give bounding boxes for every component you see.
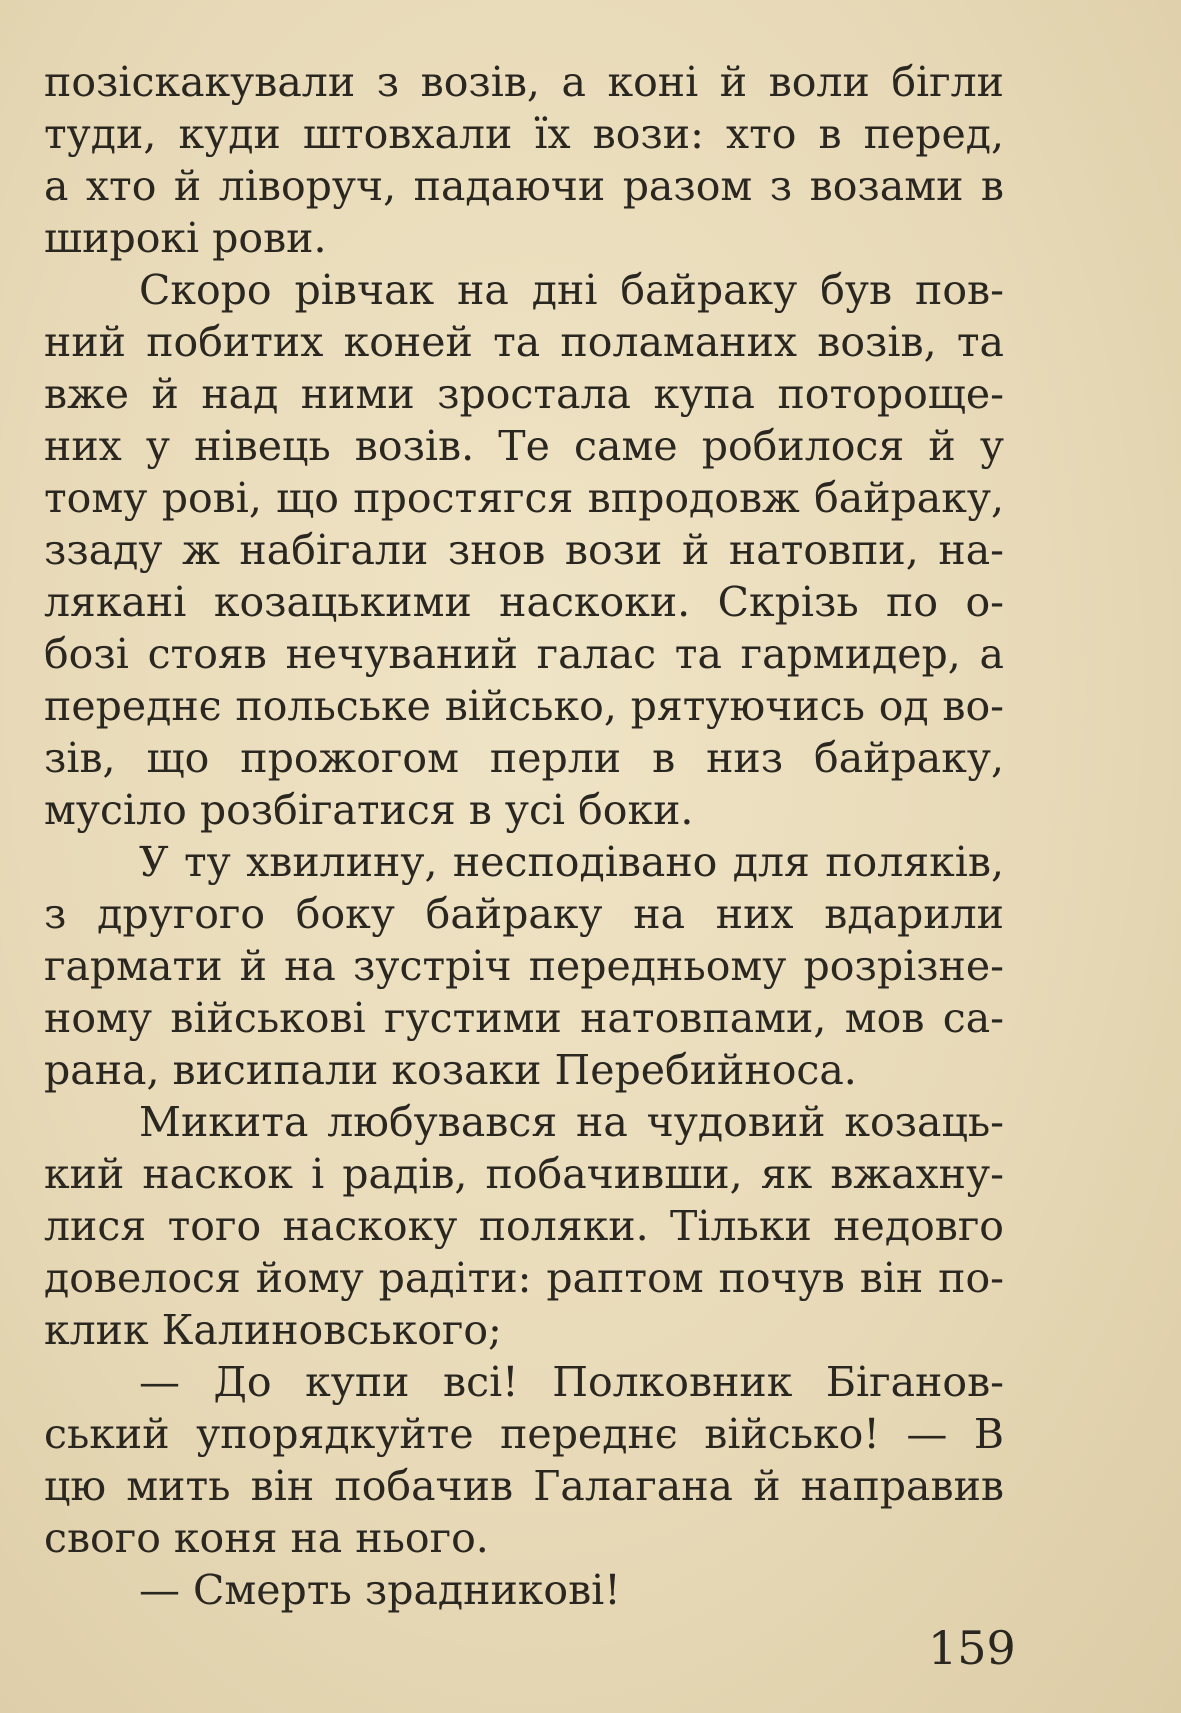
text-line: тому рові, що простягся впродовж байраку,: [44, 474, 1004, 522]
text-line: цю мить він побачив Галагана й направив: [44, 1462, 1004, 1510]
text-line: ський упорядкуйте переднє військо! — В: [44, 1410, 1004, 1458]
text-line: У ту хвилину, несподівано для поляків,: [139, 838, 1004, 886]
text-line: них у нівець возів. Те саме робилося й у: [44, 422, 1004, 470]
text-line: — До купи всі! Полковник Біганов-: [139, 1358, 1004, 1406]
text-line: позіскакували з возів, а коні й воли бігли: [44, 58, 1004, 106]
text-line: зів, що прожогом перли в низ байраку,: [44, 734, 1004, 782]
text-line: мусіло розбігатися в усі боки.: [44, 786, 694, 834]
text-line: ному військові густими натовпами, мов са-: [44, 994, 1004, 1042]
text-line: Микита любувався на чудовий козаць-: [139, 1098, 1004, 1146]
text-line: Скоро рівчак на дні байраку був пов-: [139, 266, 1004, 314]
text-line: клик Калиновського;: [44, 1306, 502, 1354]
page-number: 159: [928, 1621, 1016, 1675]
text-line: з другого боку байраку на них вдарили: [44, 890, 1004, 938]
text-line: свого коня на нього.: [44, 1514, 489, 1562]
text-line: переднє польське військо, рятуючись од во-: [44, 682, 1004, 730]
text-line: а хто й ліворуч, падаючи разом з возами в: [44, 162, 1004, 210]
text-line: бозі стояв нечуваний галас та гармидер, а: [44, 630, 1004, 678]
text-line: ззаду ж набігали знов вози й натовпи, на-: [44, 526, 1004, 574]
page-text: [44, 56, 1004, 1616]
text-line: кий наскок і радів, побачивши, як вжахну-: [44, 1150, 1004, 1198]
text-line: гармати й на зустріч передньому розрізне-: [44, 942, 1004, 990]
text-line: вже й над ними зростала купа потороще-: [44, 370, 1004, 418]
text-line: — Смерть зрадникові!: [139, 1566, 621, 1614]
text-line: туди, куди штовхали їх вози: хто в перед,: [44, 110, 1004, 158]
text-line: лякані козацькими наскоки. Скрізь по о-: [44, 578, 1004, 626]
text-line: ний побитих коней та поламаних возів, та: [44, 318, 1004, 366]
text-line: лися того наскоку поляки. Тільки недовго: [44, 1202, 1004, 1250]
text-line: довелося йому радіти: раптом почув він по-: [44, 1254, 1004, 1302]
text-line: широкі рови.: [44, 214, 327, 262]
text-line: рана, висипали козаки Перебийноса.: [44, 1046, 857, 1094]
